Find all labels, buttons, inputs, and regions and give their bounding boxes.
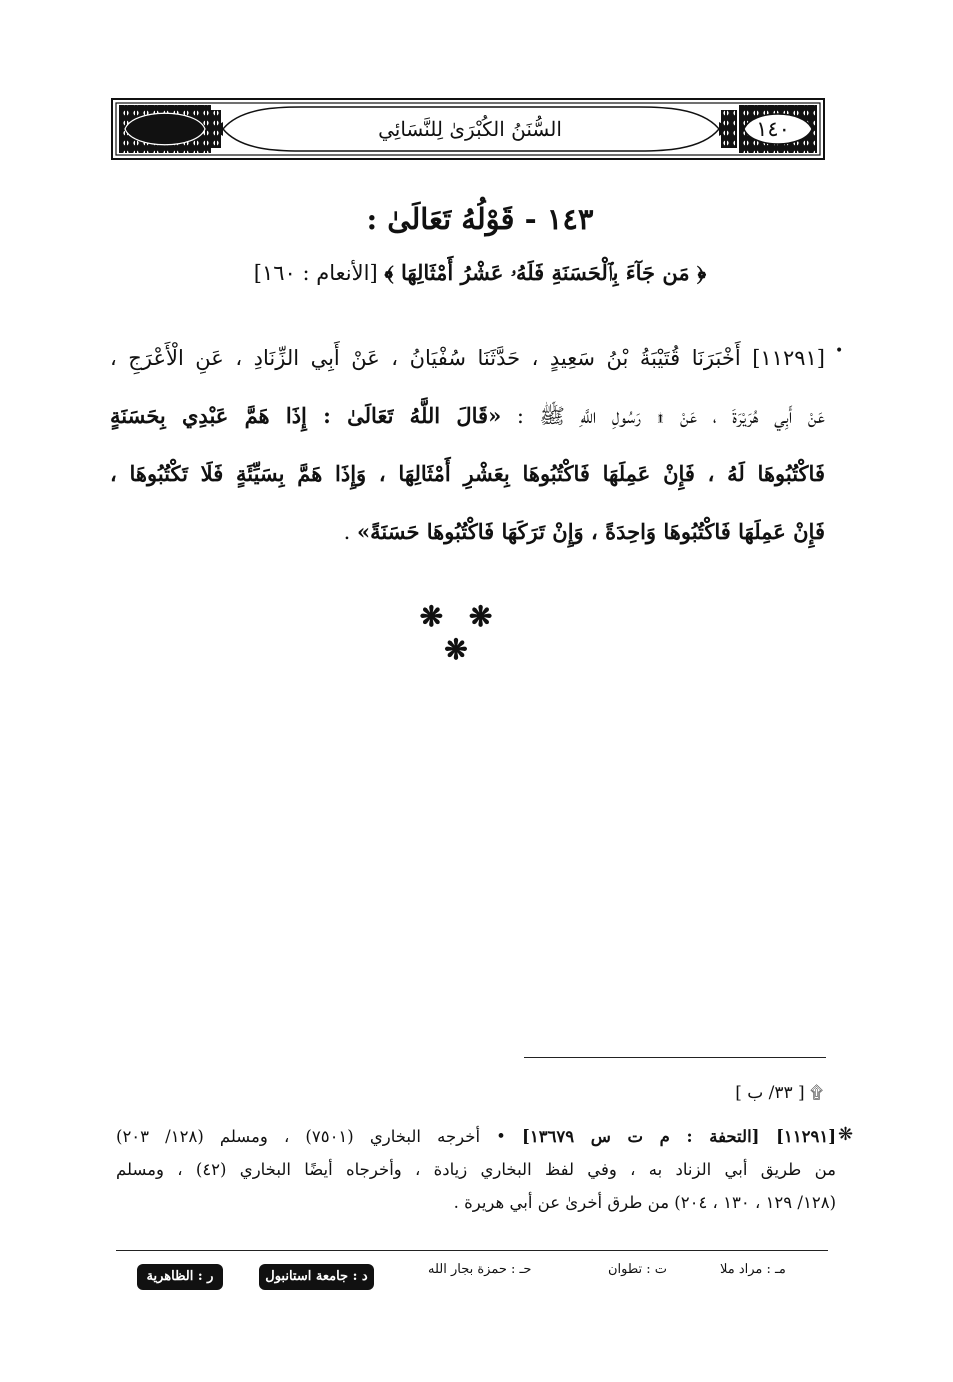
footnotes-block [116, 1120, 836, 1219]
footnote-line [116, 1120, 836, 1153]
footnote-reference: [١١٢٩١] [التحفة : م ت س ١٣٦٧٩] [522, 1127, 837, 1146]
hadith-matn-text: فَإِنْ عَمِلَهَا فَاكْتُبُوهَا وَاحِدَةً ، وَإِنْ تَرَكَهَا فَاكْتُبُوهَا حَسَنَةً» [356, 519, 825, 544]
verse-reference: [الأنعام : ١٦٠] [253, 261, 378, 285]
hadith-line [110, 394, 825, 452]
hadith-paragraph [110, 336, 825, 568]
hadith-line [110, 336, 825, 394]
running-title: السُّنَنُ الكُبْرَىٰ لِلنَّسَائِي [378, 117, 562, 141]
hadith-bullet: • [835, 343, 844, 359]
footnote-star: ❋ [838, 1124, 854, 1145]
footnote-line: من طريق أبي الزناد به ، وفي لفظ البخاري زيادة ، وأخرجاه أيضًا البخاري (٤٢) ، ومسلم [116, 1160, 836, 1179]
page-number: ١٤٠ [756, 117, 790, 141]
hadith-line [110, 452, 825, 510]
chapter-heading: ١٤٣ - قَوْلُهُ تَعَالَىٰ : [366, 202, 594, 236]
footnote-line: (١٢٨/ ١٢٩ ، ١٣٠ ، ٢٠٤) من طرق أخرىٰ عن أبي هريرة . [453, 1193, 836, 1212]
manuscript-folio-note: ۩ [ ٣٣/ ب ] [735, 1083, 823, 1103]
hadith-line [110, 510, 825, 568]
manuscript-siglum-d: د : جامعة استانبول [259, 1264, 374, 1290]
hadith-isnad-text: عَنْ أَبِي هُرَيْرَةَ ، عَنْ ۩ رَسُولِ اللَّهِ ﷺ : [516, 404, 825, 428]
manuscript-siglum-m: مـ : مراد ملا [720, 1262, 786, 1277]
footnote-divider [524, 1057, 826, 1058]
manuscript-siglum-h: حـ : حمزة بجار الله [428, 1262, 532, 1277]
section-separator: ❋ ❋ ❋ [419, 600, 501, 666]
hadith-matn-text: فَاكْتُبُوهَا لَهُ ، فَإِنْ عَمِلَهَا فَاكْتُبُوهَا بِعَشْرِ أَمْثَالِهَا ، وَإِذَا هَمَّ بِسَيِّئَةٍ فَلَا تَكْتُبُوهَا ، [110, 461, 825, 486]
book-emblem-logo [115, 104, 175, 154]
manuscript-siglum-r: ر : الظاهرية [137, 1264, 223, 1290]
hadith-isnad-text: [١١٢٩١] أَخْبَرَنَا قُتَيْبَةُ بْنُ سَعِيدٍ ، حَدَّثَنَا سُفْيَانُ ، عَنْ أَبِي الزِّنَادِ ، عَنِ الْأَعْرَجِ ، [110, 346, 825, 370]
bottom-divider [116, 1250, 828, 1251]
verse-line [140, 255, 820, 291]
manuscript-siglum-t: ت : تطوان [608, 1262, 668, 1277]
hadith-end-punct: . [343, 520, 351, 544]
hadith-matn-text: «قَالَ اللَّهُ تَعَالَىٰ : إِذَا هَمَّ عَبْدِي بِحَسَنَةٍ [110, 403, 502, 428]
footnote-takhrij: • أخرجه البخاري (٧٥٠١) ، ومسلم (١٢٨/ ٢٠٣) [116, 1127, 506, 1146]
quran-verse: ﴿ مَن جَآءَ بِٱلْحَسَنَةِ فَلَهُۥ عَشْرُ أَمْثَالِهَا ﴾ [384, 260, 707, 285]
